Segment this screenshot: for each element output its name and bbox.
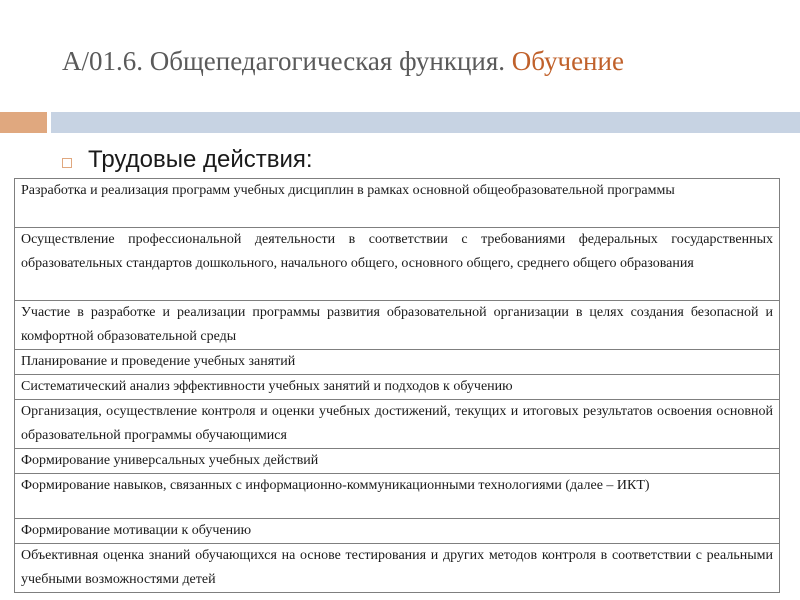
- slide-title: [62, 46, 624, 77]
- table-cell: Систематический анализ эффективности учебных занятий и подходов к обучению: [15, 375, 780, 400]
- slide-title-accent: Обучение: [511, 46, 624, 76]
- table-row: [15, 400, 780, 449]
- table-cell: Формирование универсальных учебных действий: [15, 449, 780, 474]
- table-row: [15, 301, 780, 350]
- table-cell: Организация, осуществление контроля и оценки учебных достижений, текущих и итоговых результатов освоения основной образовательной программы обучающимися: [15, 400, 780, 449]
- subtitle: Трудовые действия:: [88, 146, 313, 173]
- table-row: [15, 179, 780, 228]
- table-cell: Участие в разработке и реализации программы развития образовательной организации в целях создания безопасной и комфортной образовательной среды: [15, 301, 780, 350]
- labor-actions-table: [14, 178, 780, 593]
- table-row: [15, 519, 780, 544]
- accent-bar-blue: [51, 112, 800, 133]
- table-cell: Осуществление профессиональной деятельности в соответствии с требованиями федеральных государственных образовательных стандартов дошкольного, начального общего, основного общего, среднего общего образования: [15, 228, 780, 301]
- table-cell: Планирование и проведение учебных занятий: [15, 350, 780, 375]
- table-row: [15, 228, 780, 301]
- subtitle-row: [62, 146, 313, 174]
- table-cell: Формирование навыков, связанных с информационно-коммуникационными технологиями (далее – ИКТ): [15, 474, 780, 519]
- table-cell: Объективная оценка знаний обучающихся на основе тестирования и других методов контроля в соответствии с реальными учебными возможностями детей: [15, 544, 780, 593]
- table-cell: Разработка и реализация программ учебных дисциплин в рамках основной общеобразовательной программы: [15, 179, 780, 228]
- table-row: [15, 350, 780, 375]
- bullet-square-icon: [62, 158, 72, 168]
- table-cell: Формирование мотивации к обучению: [15, 519, 780, 544]
- table-row: [15, 474, 780, 519]
- table-row: [15, 449, 780, 474]
- table-row: [15, 544, 780, 593]
- accent-bar-orange: [0, 112, 47, 133]
- slide-title-main: А/01.6. Общепедагогическая функция.: [62, 46, 512, 76]
- table-row: [15, 375, 780, 400]
